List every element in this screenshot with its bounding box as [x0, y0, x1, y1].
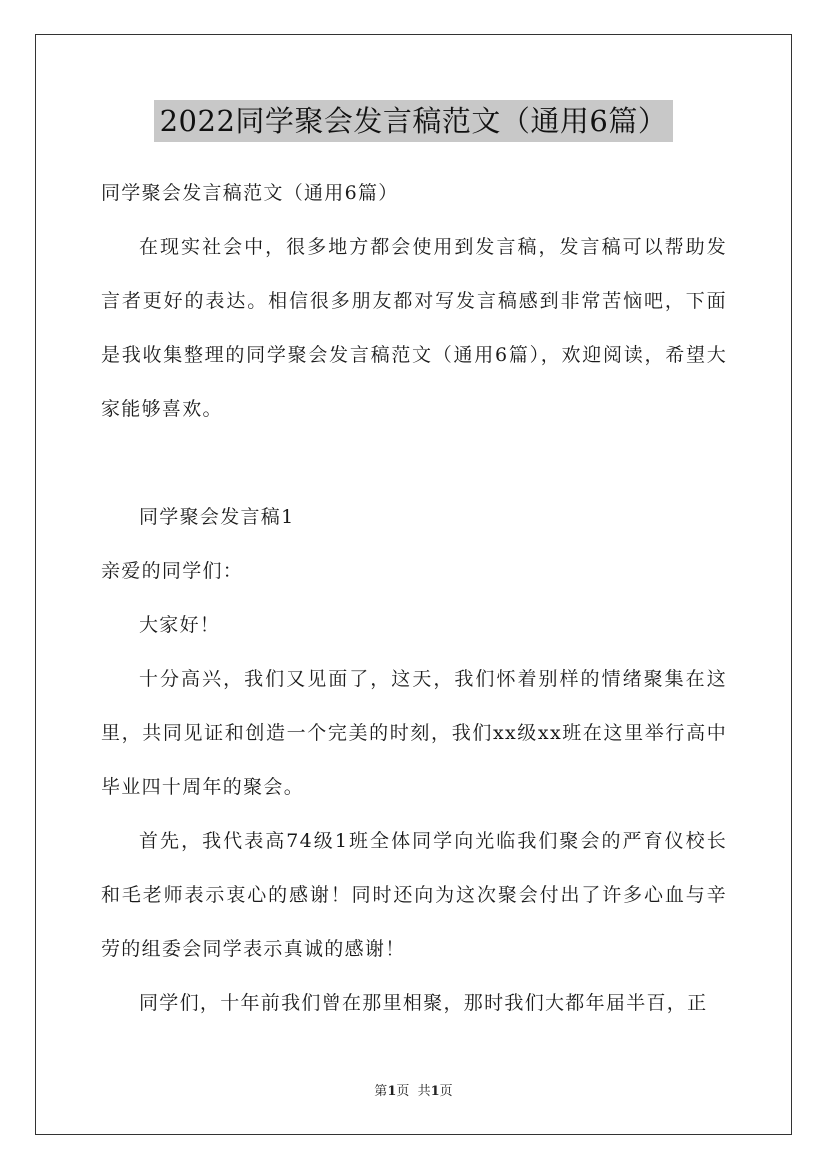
paragraph-gap: [101, 436, 727, 490]
page-mid: 页 共: [396, 1084, 431, 1099]
body-paragraph: 首先，我代表高74级1班全体同学向光临我们聚会的严育仪校长和毛老师表示衷心的感谢！同时还向为这次聚会付出了许多心血与辛劳的组委会同学表示真诚的感谢！: [101, 830, 727, 960]
body-paragraph: 十分高兴，我们又见面了，这天，我们怀着别样的情绪聚集在这里，共同见证和创造一个完美的时刻，我们xx级xx班在这里举行高中毕业四十周年的聚会。: [101, 668, 727, 798]
greeting-paragraph: 大家好！: [139, 614, 221, 636]
page-suffix: 页: [439, 1084, 453, 1099]
page-prefix: 第: [374, 1084, 388, 1099]
salutation-paragraph: 亲爱的同学们：: [101, 560, 244, 582]
page-total: 1: [430, 1084, 440, 1099]
document-title: 2022同学聚会发言稿范文（通用6篇）: [154, 100, 674, 142]
page-footer: [0, 1083, 827, 1101]
title-container: [0, 100, 827, 142]
body-paragraph: 同学们，十年前我们曾在那里相聚，那时我们大都年届半百，正: [139, 992, 708, 1014]
page-current: 1: [387, 1084, 397, 1099]
intro-paragraph: 在现实社会中，很多地方都会使用到发言稿，发言稿可以帮助发言者更好的表达。相信很多朋友都对写发言稿感到非常苦恼吧，下面是我收集整理的同学聚会发言稿范文（通用6篇），欢迎阅读，希望大家能够喜欢。: [101, 236, 727, 420]
subtitle-paragraph: 同学聚会发言稿范文（通用6篇）: [101, 182, 399, 204]
document-body: [101, 166, 727, 1030]
section-heading: 同学聚会发言稿1: [139, 506, 295, 528]
